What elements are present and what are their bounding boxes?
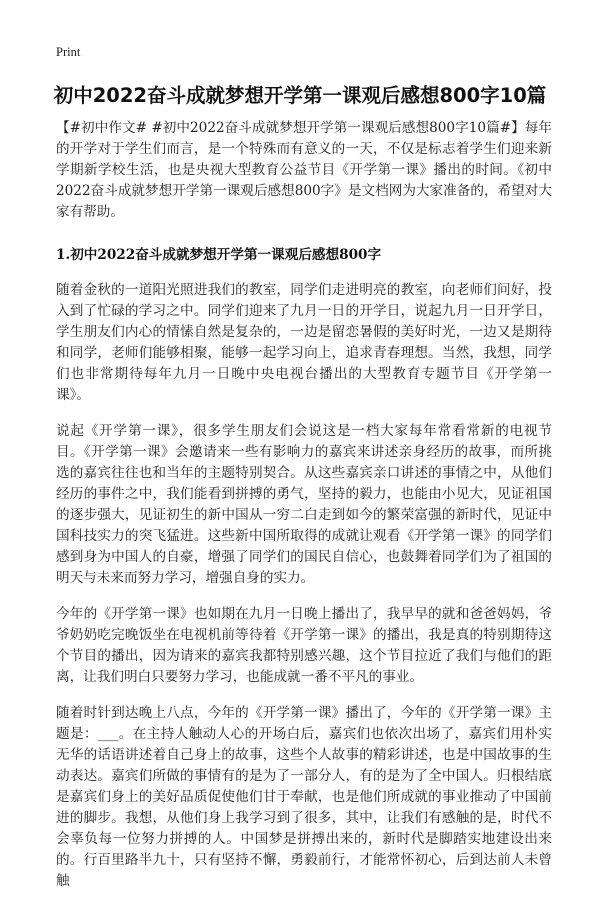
section-heading: 1.初中2022奋斗成就梦想开学第一课观后感想800字	[56, 247, 382, 263]
document-body	[56, 118, 552, 907]
intro-paragraph: 【#初中作文# #初中2022奋斗成就梦想开学第一课观后感想800字10篇#】每年的开学对于学生们而言，是一个特殊而有意义的一天，不仅是标志着学生们迎来新学期新学校生活，也是央视大型教育公益节目《开学第一课》播出的时间。《初中2022奋斗成就梦想开学第一课观后感想800字》是文档网为大家准备的，希望对大家有帮助。	[56, 120, 552, 220]
page-title: 初中2022奋斗成就梦想开学第一课观后感想800字10篇	[53, 84, 547, 107]
print-label: Print	[56, 45, 81, 59]
body-paragraph-2: 说起《开学第一课》，很多学生朋友们会说这是一档大家每年常看常新的电视节目。《开学第一课》会邀请来一些有影响力的嘉宾来讲述亲身经历的故事，而所挑选的嘉宾往往也和当年的主题特别契合。从这些嘉宾亲口讲述的事情之中，从他们经历的事件之中，我们能看到拼搏的勇气，坚持的毅力，也能由小见大，见证祖国的逐步强大，见证初生的新中国从一穷二白走到如今的繁荣富强的新时代，见证中国科技实力的突飞猛进。这些新中国所取得的成就让观看《开学第一课》的同学们感到身为中国人的自豪，增强了同学们的国民自信心，也鼓舞着同学们为了祖国的明天与未来而努力学习，增强自身的实力。	[56, 423, 552, 586]
body-paragraph-1: 随着金秋的一道阳光照进我们的教室，同学们走进明亮的教室，向老师们问好，投入到了忙碌的学习之中。同学们迎来了九月一日的开学日，说起九月一日开学日，学生朋友们内心的情愫自然是复杂的，一边是留恋暑假的美好时光，一边又是期待和同学，老师们能够相聚，能够一起学习向上，追求青春理想。当然，我想，同学们也非常期待每年九月一日晚中央电视台播出的大型教育专题节目《开学第一课》。	[56, 282, 552, 403]
body-paragraph-3: 今年的《开学第一课》也如期在九月一日晚上播出了，我早早的就和爸爸妈妈，爷爷奶奶吃完晚饭坐在电视机前等待着《开学第一课》的播出，我是真的特别期待这个节目的播出，因为请来的嘉宾我都特别感兴趣，这个节目拉近了我们与他们的距离，让我们明白只要努力学习，也能成就一番不平凡的事业。	[56, 606, 552, 685]
body-paragraph-4: 随着时针到达晚上八点，今年的《开学第一课》播出了，今年的《开学第一课》主题是：___。在主持人触动人心的开场白后，嘉宾们也依次出场了，嘉宾们用朴实无华的话语讲述着自己身上的故事，这些个人故事的精彩讲述，也是中国故事的生动表达。嘉宾们所做的事情有的是为了一部分人，有的是为了全中国人。归根结底是嘉宾们身上的美好品质促使他们甘于奉献，也是他们所成就的事业推动了中国前进的脚步。我想，从他们身上我学习到了很多，其中，让我们有感触的是，时代不会辜负每一位努力拼搏的人。中国梦是拼搏出来的，新时代是脚踏实地建设出来的。行百里路半九十，只有坚持不懈，勇毅前行，才能常怀初心，后到达前人未曾触	[56, 705, 552, 889]
